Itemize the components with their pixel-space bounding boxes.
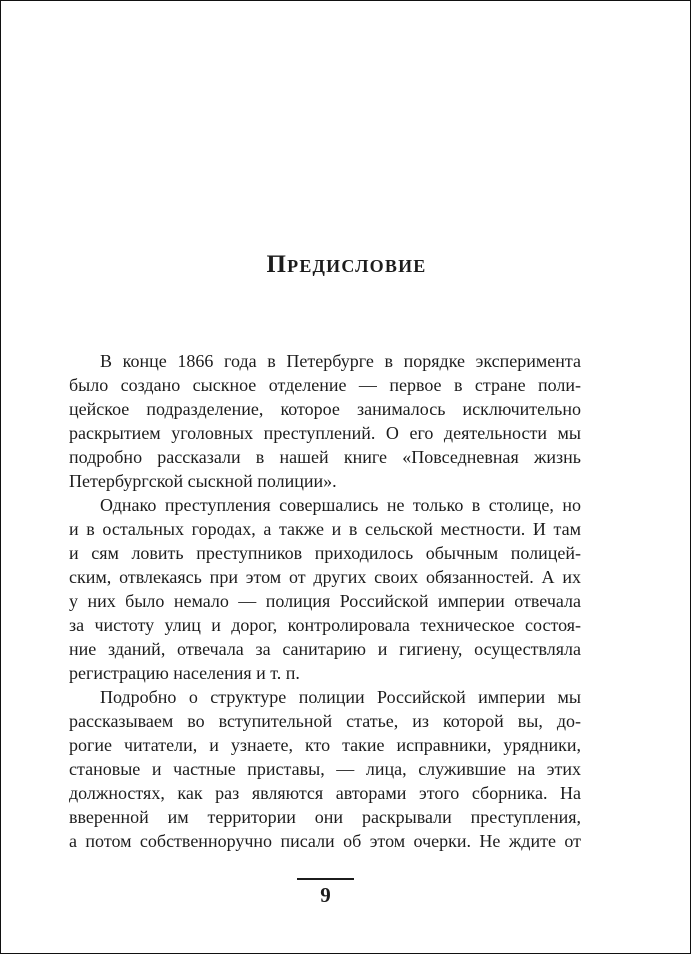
text-line: а потом собственноручно писали об этом очерки. Не ждите от [69, 831, 581, 851]
text-line: ние зданий, отвечала за санитарию и гигиену, осуществляла [69, 639, 581, 659]
body-text [69, 349, 581, 853]
text-line: у них было немало — полиция Российской империи отвечала [69, 591, 581, 611]
text-line: должностях, как раз являются авторами этого сборника. На [69, 783, 581, 803]
text-line: рассказываем во вступительной статье, из которой вы, до- [69, 711, 581, 731]
text-line: цейское подразделение, которое занималось исключительно [69, 399, 581, 419]
text-line: рогие читатели, и узнаете, кто такие исправники, урядники, [69, 735, 581, 755]
text-line: Подробно о структуре полиции Российской империи мы [100, 687, 581, 707]
paragraph-3 [69, 685, 581, 853]
text-line: В конце 1866 года в Петербурге в порядке эксперимента [100, 351, 581, 371]
text-line: и в остальных городах, а также и в сельской местности. И там [69, 519, 581, 539]
text-line: ским, отвлекаясь при этом от других своих обязанностей. А их [69, 567, 581, 587]
text-line: Петербургской сыскной полиции». [69, 471, 337, 491]
text-line: было создано сыскное отделение — первое в стране поли- [69, 375, 581, 395]
text-line: Однако преступления совершались не только в столице, но [100, 495, 581, 515]
page-number: 9 [320, 883, 331, 907]
text-line: раскрытием уголовных преступлений. О его деятельности мы [69, 423, 581, 443]
text-line: подробно рассказали в нашей книге «Повседневная жизнь [69, 447, 581, 467]
page-number-rule [297, 878, 354, 880]
paragraph-1 [69, 349, 581, 493]
paragraph-2 [69, 493, 581, 685]
chapter-title: Предисловие [266, 251, 427, 278]
text-line: и сям ловить преступников приходилось обычным полицей- [69, 543, 581, 563]
text-line: регистрацию населения и т. п. [69, 663, 300, 683]
text-line: становые и частные приставы, — лица, служившие на этих [69, 759, 581, 779]
text-line: вверенной им территории они раскрывали преступления, [69, 807, 581, 827]
text-line: за чистоту улиц и дорог, контролировала техническое состоя- [69, 615, 581, 635]
